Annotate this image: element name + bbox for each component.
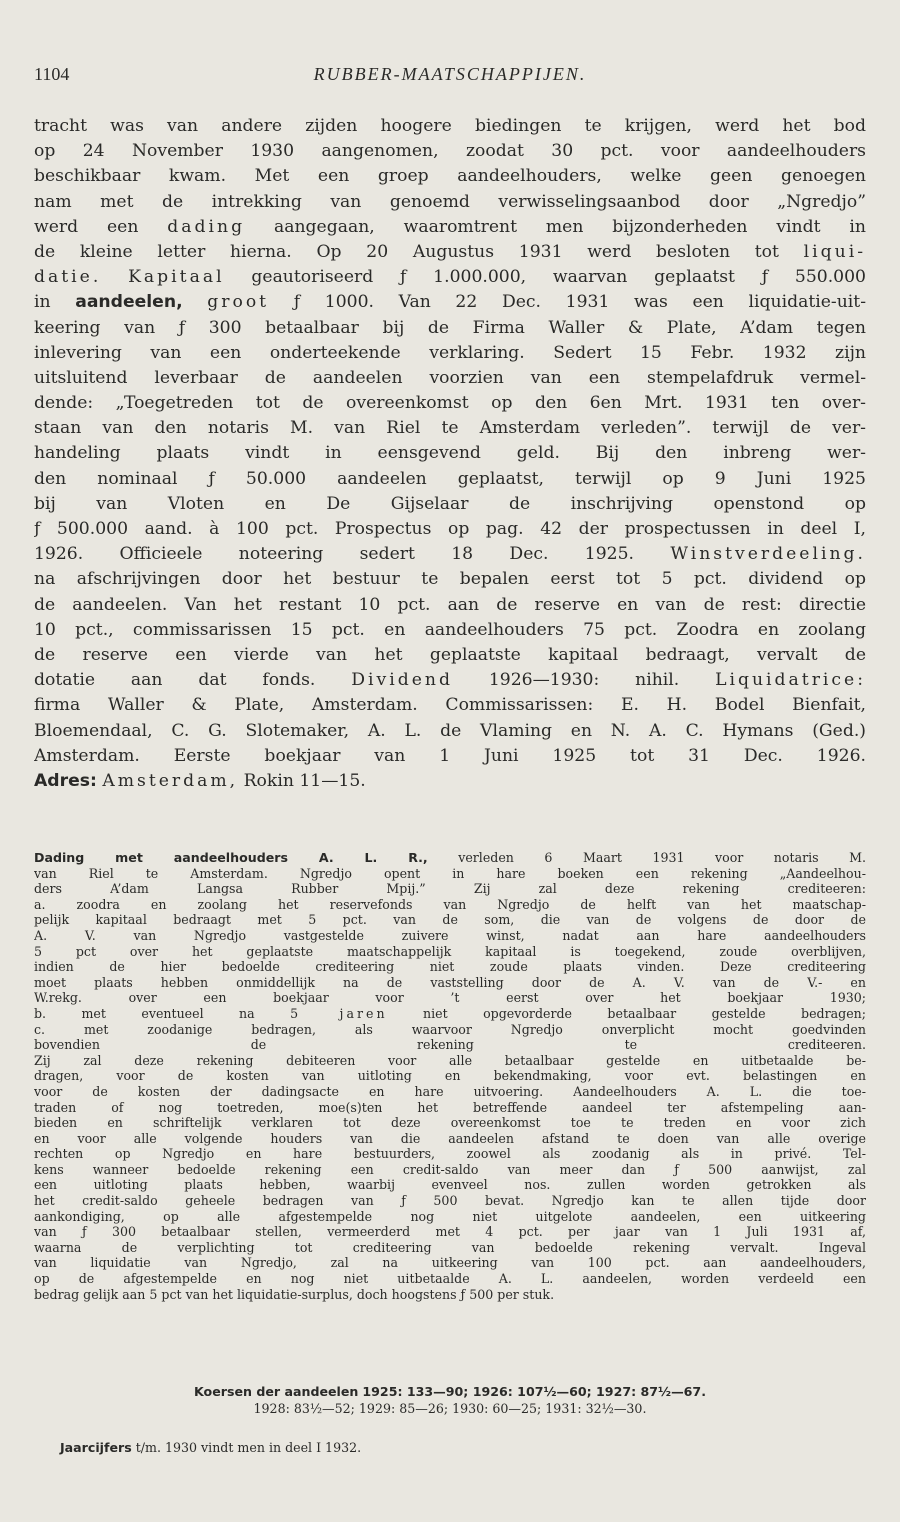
text-line	[34, 1287, 866, 1303]
page-number: 1104	[34, 64, 70, 84]
text-segment: indien de hier bedoelde crediteering niet zoude plaats vinden. Deze crediteering	[34, 959, 866, 975]
text-line	[34, 643, 866, 668]
text-line	[34, 693, 866, 718]
text-line	[34, 850, 866, 866]
text-line	[34, 1084, 866, 1100]
share-prices-label: Koersen der aandeelen	[194, 1384, 359, 1399]
text-segment: Amsterdam,	[102, 770, 239, 791]
text-segment: ƒ 1000. Van 22 Dec. 1931 was een liquidatie-uit-	[269, 292, 866, 313]
text-segment: op de afgestempelde en nog niet uitbetaalde A. L. aandeelen, worden verdeeld een	[34, 1271, 866, 1287]
text-line	[34, 567, 866, 592]
text-segment: rechten op Ngredjo en hare bestuurders, zoowel als zoodanig als in privé. Tel-	[34, 1146, 866, 1162]
text-segment: b. met eventueel na	[34, 1005, 291, 1021]
text-line	[34, 668, 866, 693]
text-segment: Bloemendaal, C. G. Slotemaker, A. L. de Vlaming en N. A. C. Hymans (Ged.)	[34, 720, 866, 741]
text-segment: de kleine letter hierna. Op 20 Augustus 1931 werd besloten tot	[34, 241, 804, 262]
text-segment: Dading met aandeelhouders A. L. R.,	[34, 850, 428, 865]
text-line	[34, 769, 866, 794]
text-segment: ƒ 500.000 aand. à 100 pct. Prospectus op pag. 42 der prospectussen in deel I,	[34, 519, 866, 539]
share-prices	[34, 1383, 866, 1417]
text-segment: dende: „Toegetreden tot de overeenkomst op den 6en Mrt. 1931 ten over-	[34, 393, 866, 414]
text-segment: handeling plaats vindt in eensgevend geld. Bij den inbreng wer-	[34, 443, 866, 464]
text-line	[34, 1100, 866, 1116]
text-segment: pelijk kapitaal bedraagt met 5 pct. van de som, die van de volgens de door de	[34, 912, 866, 928]
text-line	[34, 866, 866, 882]
text-line	[34, 1115, 866, 1131]
text-segment: Liquidatrice:	[715, 670, 866, 691]
text-segment: 5 pct over het geplaatste maatschappelijk kapitaal is toegekend, zoude overblijven,	[34, 943, 866, 959]
text-segment: tracht was van andere zijden hoogere biedingen te krijgen, werd het bod	[34, 116, 866, 136]
text-line	[34, 1006, 866, 1022]
text-segment: 1926—1930: nihil.	[452, 670, 716, 691]
text-line	[34, 1068, 866, 1084]
text-line	[34, 1022, 866, 1038]
text-segment: werd een	[34, 216, 168, 237]
text-segment: a. zoodra en zoolang het reservefonds van Ngredjo de helft van het maatschap-	[34, 896, 866, 912]
text-line	[34, 1255, 866, 1271]
annual-figures	[60, 1440, 361, 1455]
text-segment: aandeelen,	[75, 292, 183, 313]
text-segment: geautoriseerd ƒ 1.000.000, waarvan geplaatst ƒ 550.000	[224, 267, 866, 288]
text-segment: beschikbaar kwam. Met een groep aandeelhouders, welke geen genoegen	[34, 166, 866, 187]
text-line	[34, 164, 866, 189]
text-line	[34, 990, 866, 1006]
text-segment: Adres:	[34, 770, 97, 791]
text-line	[34, 1053, 866, 1069]
text-line	[34, 719, 866, 744]
text-segment: uitsluitend leverbaar de aandeelen voorzien van een stempelafdruk vermel-	[34, 367, 866, 388]
share-prices-values-1: 1925: 133—90; 1926: 107½—60; 1927: 87½—67.	[362, 1384, 706, 1399]
text-line	[34, 341, 866, 366]
text-segment: in	[34, 292, 76, 313]
text-line	[34, 441, 866, 466]
text-segment: Zij zal deze rekening debiteeren voor alle betaalbaar gestelde en uitbetaalde be-	[34, 1052, 866, 1068]
text-line	[34, 1193, 866, 1209]
text-segment: dragen, voor de kosten van uitloting en bekendmaking, voor evt. belastingen en	[34, 1068, 866, 1084]
text-segment: Winstverdeeling.	[670, 544, 866, 565]
text-line	[34, 1146, 866, 1162]
text-segment: liqui-	[803, 241, 866, 262]
text-segment: Dividend	[351, 670, 453, 691]
text-line	[34, 517, 866, 542]
text-segment	[183, 292, 208, 312]
text-line	[34, 1271, 866, 1287]
text-line	[34, 190, 866, 215]
text-line	[34, 1240, 866, 1256]
text-segment: c. met zoodanige bedragen, als waarvoor Ngredjo onverplicht mocht goedvinden	[34, 1021, 866, 1037]
text-segment	[101, 267, 128, 287]
text-segment: kens wanneer bedoelde rekening een credit-saldo van meer dan ƒ 500 aanwijst, zal	[34, 1161, 866, 1177]
text-segment: van liquidatie van Ngredjo, zal na uitkeering van 100 pct. aan aandeelhouders,	[34, 1255, 866, 1271]
text-line	[34, 114, 866, 139]
text-line	[34, 366, 866, 391]
share-prices-line-2: 1928: 83½—52; 1929: 85—26; 1930: 60—25; 1931: 32½—30.	[253, 1401, 647, 1416]
text-segment: firma Waller & Plate, Amsterdam. Commissarissen: E. H. Bodel Bienfait,	[34, 695, 866, 716]
text-segment: dotatie aan dat fonds.	[34, 670, 352, 691]
text-segment: ders A’dam Langsa Rubber Mpij.” Zij zal deze rekening crediteeren:	[34, 881, 866, 897]
text-segment: Kapitaal	[128, 267, 225, 288]
text-segment: bovendien de rekening te crediteeren.	[34, 1037, 866, 1053]
text-line	[34, 618, 866, 643]
text-segment: van Riel te Amsterdam. Ngredjo opent in hare boeken een rekening „Aandeelhou-	[34, 865, 866, 881]
text-line	[34, 290, 866, 315]
text-segment: het credit-saldo geheele bedragen van ƒ 500 bevat. Ngredjo kan te allen tijde door	[34, 1193, 866, 1209]
text-line	[34, 881, 866, 897]
text-segment: Rokin 11—15.	[238, 770, 366, 791]
text-segment: 10 pct., commissarissen 15 pct. en aandeelhouders 75 pct. Zoodra en zoolang	[34, 619, 866, 640]
text-segment: Amsterdam. Eerste boekjaar van 1 Juni 1925 tot 31 Dec. 1926.	[34, 745, 866, 766]
text-line	[34, 265, 866, 290]
text-line	[34, 542, 866, 567]
running-title: RUBBER-MAATSCHAPPIJEN.	[313, 64, 587, 84]
text-segment: waarna de verplichting tot crediteering van bedoelde rekening vervalt. Ingeval	[34, 1239, 866, 1255]
text-line	[34, 1131, 866, 1147]
text-segment: A. V. van Ngredjo vastgestelde zuivere winst, nadat aan hare aandeelhouders	[34, 927, 866, 943]
text-line	[34, 1162, 866, 1178]
text-segment: moet plaats hebben onmiddellijk na de vaststelling door de A. V. van de V.- en	[34, 974, 866, 990]
annual-figures-label: Jaarcijfers	[60, 1440, 132, 1455]
text-segment: verleden 6 Maart 1931 voor notaris M.	[427, 850, 866, 865]
annual-figures-text: t/m. 1930 vindt men in deel I 1932.	[135, 1440, 362, 1455]
text-line	[34, 316, 866, 341]
text-segment: en voor alle volgende houders van die aandeelen afstand te doen van alle overige	[34, 1130, 866, 1146]
dading-note	[34, 850, 866, 1302]
text-segment: voor de kosten der dadingsacte en hare uitvoering. Aandeelhouders A. L. die toe-	[34, 1083, 866, 1099]
text-segment: aangegaan, waaromtrent men bijzonderheden vindt in	[245, 216, 866, 237]
text-segment: bij van Vloten en De Gijselaar de inschrijving openstond op	[34, 493, 866, 514]
text-segment: niet opgevorderde betaalbaar gestelde bedragen;	[387, 1005, 866, 1021]
text-segment: groot	[207, 292, 270, 313]
text-line	[34, 944, 866, 960]
text-segment: aankondiging, op alle afgestempelde nog niet uitgelote aandeelen, een uitkeering	[34, 1208, 866, 1224]
text-line	[34, 492, 866, 517]
text-segment: traden of nog toetreden, moe(s)ten het betreffende aandeel ter afstempeling aan-	[34, 1099, 866, 1115]
text-segment: staan van den notaris M. van Riel te Amsterdam verleden”. terwijl de ver-	[34, 418, 866, 439]
share-prices-line-1	[34, 1383, 866, 1400]
text-line	[34, 391, 866, 416]
text-segment: nam met de intrekking van genoemd verwisselingsaanbod door „Ngredjo”	[34, 191, 866, 212]
text-segment: W.rekg. over een boekjaar voor ’t eerst over het boekjaar 1930;	[34, 990, 866, 1006]
text-segment: de aandeelen. Van het restant 10 pct. aan de reserve en van de rest: directie	[34, 594, 866, 615]
text-segment: op 24 November 1930 aangenomen, zoodat 30 pct. voor aandeelhouders	[34, 141, 866, 162]
text-segment: inlevering van een onderteekende verklaring. Sedert 15 Febr. 1932 zijn	[34, 342, 866, 363]
text-line	[34, 593, 866, 618]
text-segment: van ƒ 300 betaalbaar stellen, vermeerderd met 4 pct. per jaar van 1 Juli 1931 af,	[34, 1224, 866, 1240]
text-line	[34, 215, 866, 240]
text-segment: den nominaal ƒ 50.000 aandeelen geplaatst, terwijl op 9 Juni 1925	[34, 468, 866, 489]
text-segment: datie.	[34, 267, 102, 288]
text-segment: een uitloting plaats hebben, waarbij evenveel nos. zullen worden getrokken als	[34, 1177, 866, 1193]
text-line	[34, 744, 866, 769]
text-segment: na afschrijvingen door het bestuur te bepalen eerst tot 5 pct. dividend op	[34, 569, 866, 590]
text-line	[34, 467, 866, 492]
text-segment: dading	[167, 216, 246, 237]
text-line	[34, 1037, 866, 1053]
text-segment: keering van ƒ 300 betaalbaar bij de Firma Waller & Plate, A’dam tegen	[34, 317, 866, 338]
text-segment: bieden en schriftelijk verklaren tot deze overeenkomst toe te treden en voor zich	[34, 1115, 866, 1131]
text-line	[34, 912, 866, 928]
text-segment: 5 jaren	[290, 1005, 388, 1021]
page-header	[34, 64, 866, 92]
text-segment: de reserve een vierde van het geplaatste kapitaal bedraagt, vervalt de	[34, 644, 866, 665]
text-line	[34, 975, 866, 991]
text-line	[34, 416, 866, 441]
text-line	[34, 1177, 866, 1193]
text-line	[34, 240, 866, 265]
text-line	[34, 959, 866, 975]
text-line	[34, 1209, 866, 1225]
text-line	[34, 897, 866, 913]
text-line	[34, 928, 866, 944]
text-segment: 1926. Officieele noteering sedert 18 Dec. 1925.	[34, 544, 671, 565]
main-paragraph	[34, 114, 866, 794]
text-segment: bedrag gelijk aan 5 pct van het liquidatie-surplus, doch hoogstens ƒ 500 per stuk.	[34, 1286, 555, 1302]
text-line	[34, 139, 866, 164]
text-line	[34, 1224, 866, 1240]
